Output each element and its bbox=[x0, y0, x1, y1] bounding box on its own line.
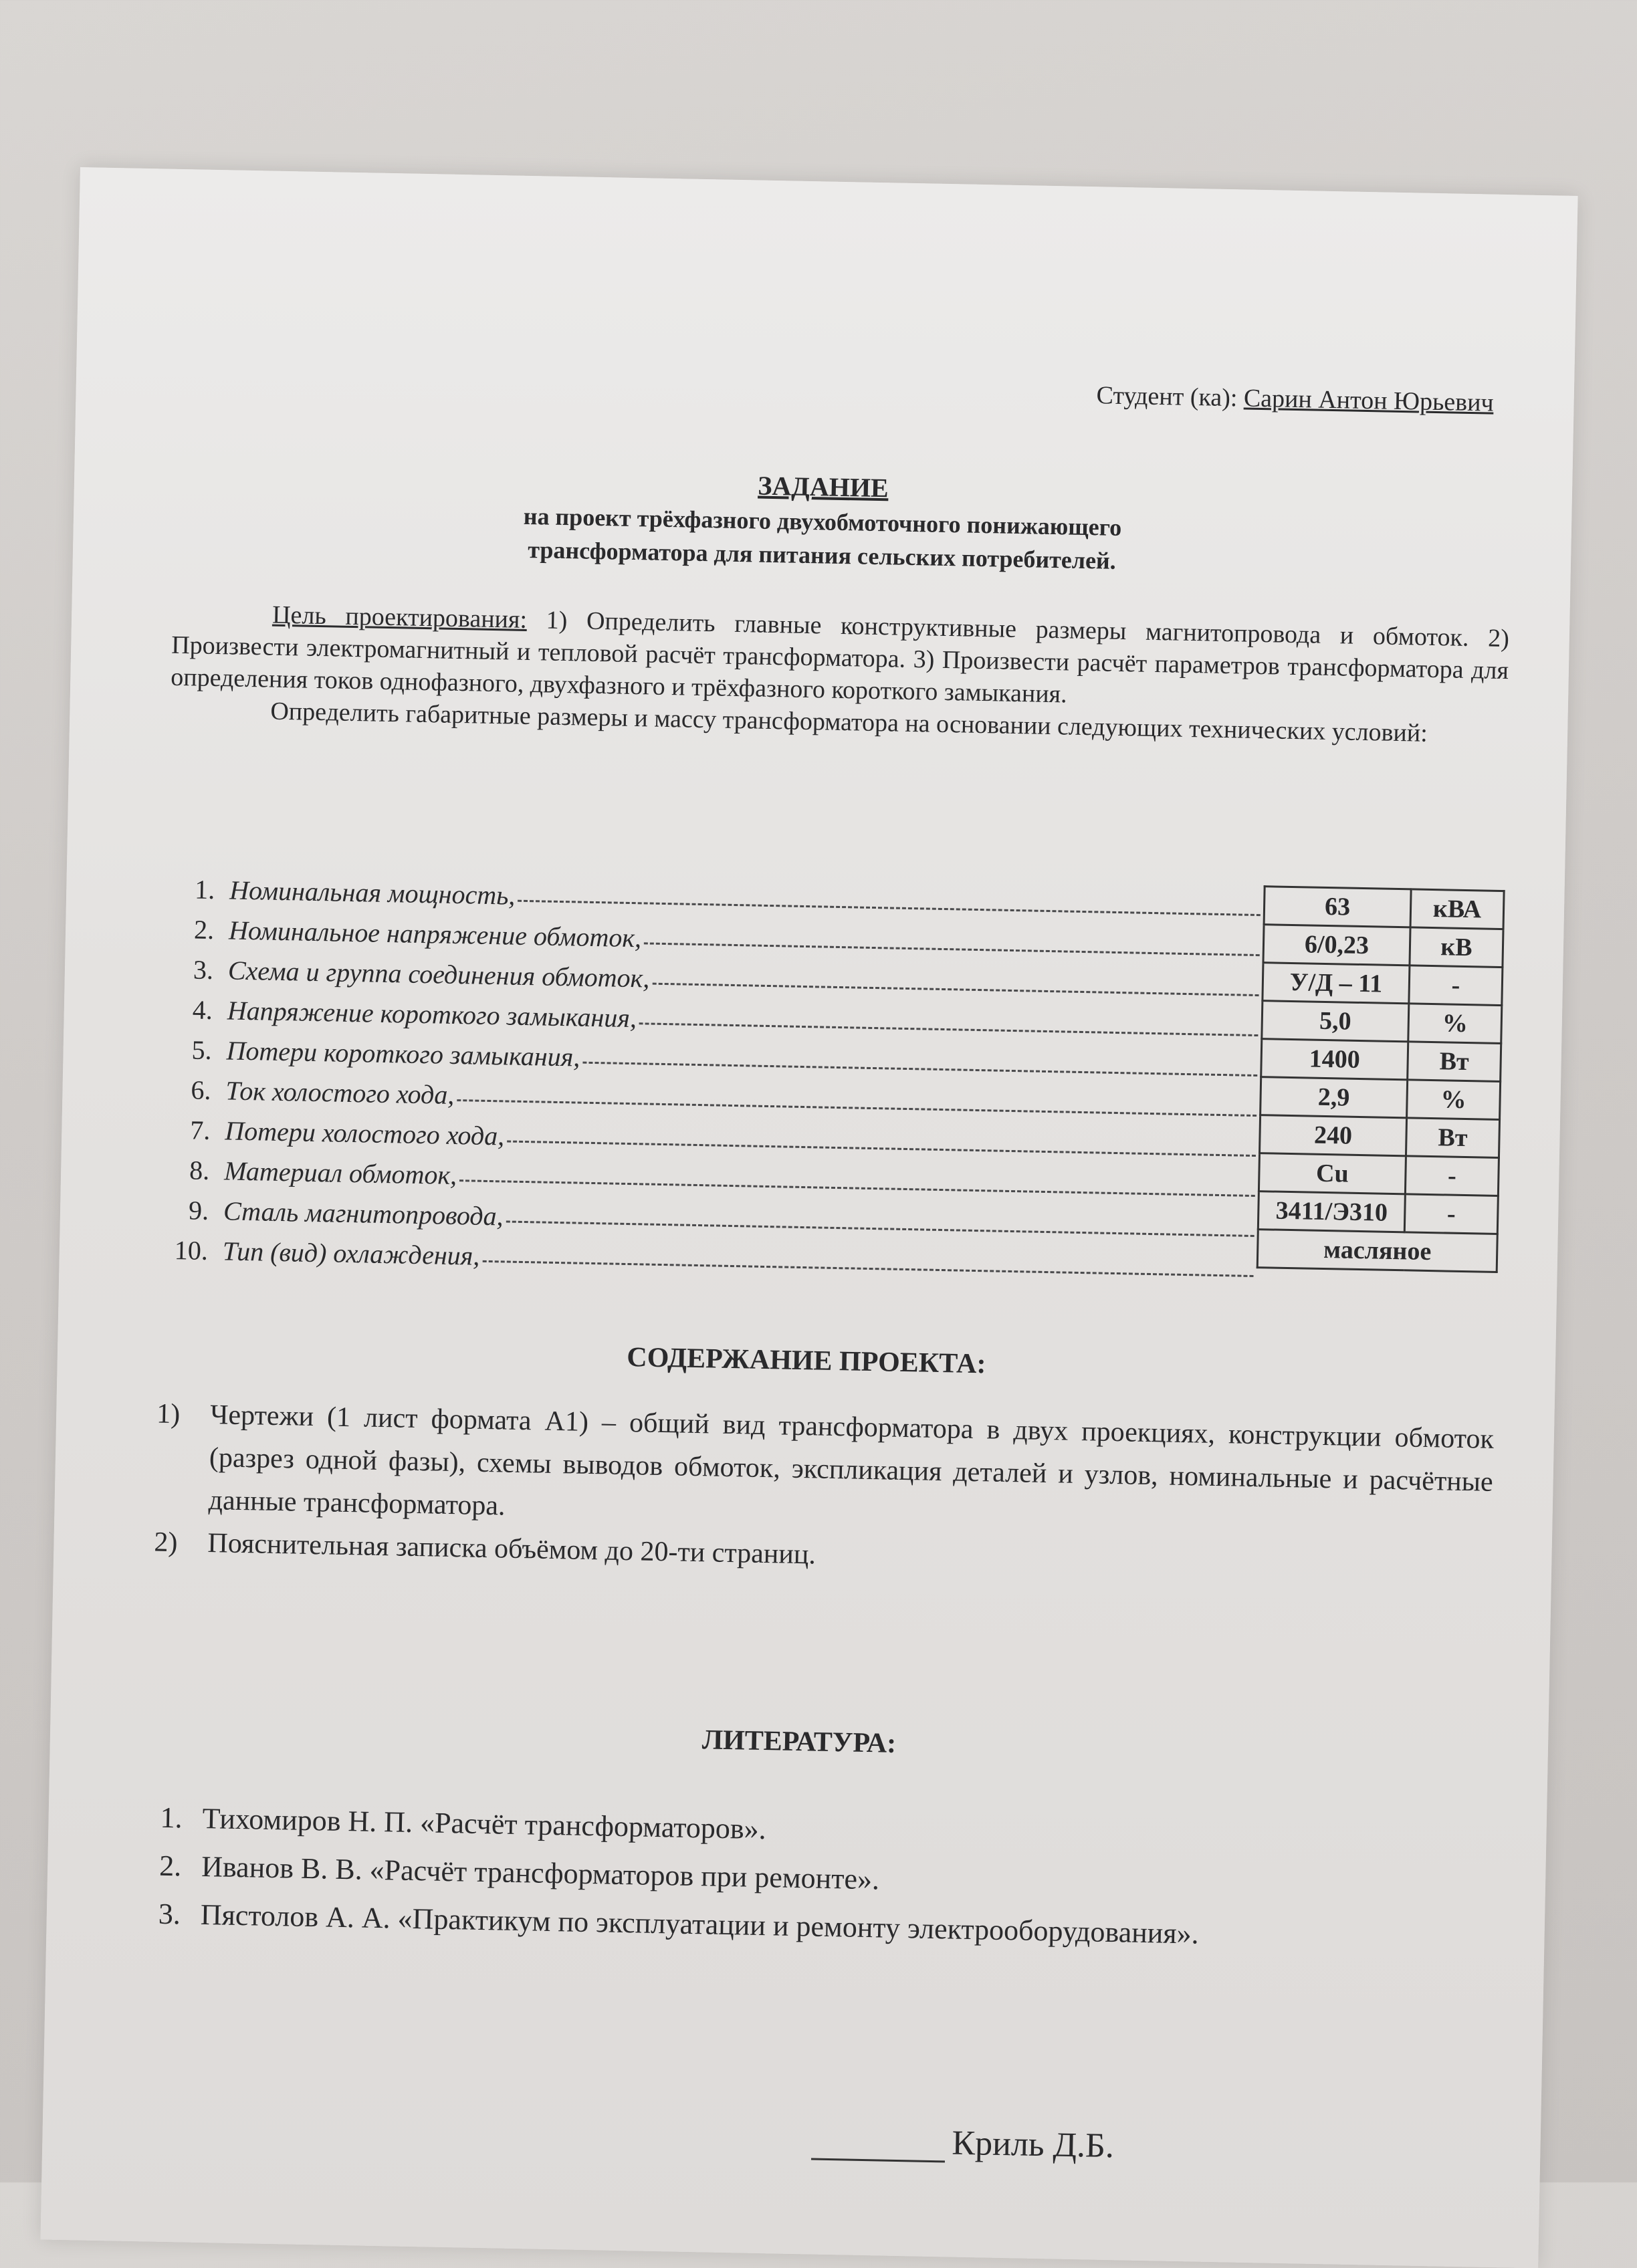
spec-label: Номинальное напряжение обмоток, bbox=[228, 915, 642, 953]
spec-value: У/Д – 11 bbox=[1263, 963, 1410, 1004]
spec-leader bbox=[639, 1022, 1259, 1036]
spec-value: Cu bbox=[1259, 1153, 1406, 1194]
signature-block bbox=[811, 2121, 1115, 2166]
spec-unit: - bbox=[1404, 1194, 1498, 1234]
spec-table-row bbox=[1257, 1230, 1497, 1272]
spec-unit: - bbox=[1409, 966, 1503, 1006]
title-line-2: трансформатора для питания сельских потребителей. bbox=[527, 536, 1117, 574]
spec-list bbox=[159, 865, 1263, 1286]
spec-label: Номинальная мощность, bbox=[229, 875, 516, 911]
spec-unit: % bbox=[1407, 1080, 1501, 1120]
spec-table-row bbox=[1258, 1192, 1498, 1234]
spec-unit: Вт bbox=[1406, 1118, 1499, 1158]
spec-table-row bbox=[1264, 887, 1504, 929]
student-line bbox=[1096, 380, 1494, 417]
spec-label: Потери холостого хода, bbox=[224, 1115, 505, 1151]
spec-table bbox=[1257, 885, 1505, 1273]
contents-list bbox=[154, 1393, 1495, 1589]
document-content bbox=[40, 167, 1577, 2268]
spec-table-row bbox=[1263, 963, 1503, 1006]
contents-item-number: 1) bbox=[156, 1398, 181, 1430]
spec-value: 6/0,23 bbox=[1263, 925, 1410, 966]
conditions-paragraph: Определить габаритные размеры и массу трансформатора на основании следующих технических условий: bbox=[270, 697, 1428, 748]
literature-heading: ЛИТЕРАТУРА: bbox=[701, 1724, 897, 1759]
spec-leader bbox=[482, 1260, 1253, 1277]
spec-label: Сталь магнитопровода, bbox=[223, 1196, 504, 1232]
spec-unit: - bbox=[1405, 1156, 1499, 1196]
literature-item-text: Пястолов А. А. «Практикум по эксплуатации и ремонту электрооборудования». bbox=[200, 1898, 1200, 1950]
spec-unit: Вт bbox=[1408, 1042, 1501, 1082]
spec-label: Ток холостого хода, bbox=[225, 1075, 455, 1110]
student-label: Студент (ка): bbox=[1096, 381, 1238, 413]
literature-item-text: Иванов В. В. «Расчёт трансформаторов при ремонте». bbox=[201, 1849, 880, 1896]
spec-number: 9. bbox=[188, 1195, 209, 1226]
spec-label: Напряжение короткого замыкания, bbox=[227, 995, 637, 1034]
student-name: Сарин Антон Юрьевич bbox=[1243, 384, 1495, 417]
spec-label: Материал обмоток, bbox=[223, 1155, 457, 1191]
contents-item-text: Пояснительная записка объёмом до 20-ти страниц. bbox=[207, 1528, 816, 1571]
literature-list bbox=[120, 1793, 1487, 1964]
title-line-1: на проект трёхфазного двухобмоточного понижающего bbox=[523, 502, 1122, 541]
spec-value: 5,0 bbox=[1262, 1001, 1409, 1042]
spec-number: 2. bbox=[193, 914, 215, 945]
title-block bbox=[73, 455, 1573, 586]
goal-section bbox=[170, 597, 1509, 751]
spec-value: масляное bbox=[1257, 1230, 1497, 1272]
contents-heading: СОДЕРЖАНИЕ ПРОЕКТА: bbox=[626, 1342, 986, 1380]
spec-label: Тип (вид) охлаждения, bbox=[222, 1236, 480, 1271]
spec-value: 2,9 bbox=[1261, 1077, 1408, 1118]
literature-item-number: 3. bbox=[158, 1897, 181, 1931]
spec-unit: % bbox=[1408, 1004, 1502, 1044]
literature-item-number: 1. bbox=[160, 1801, 183, 1835]
spec-value: 1400 bbox=[1261, 1039, 1408, 1080]
contents-item-number: 2) bbox=[154, 1526, 178, 1559]
spec-value: 3411/Э310 bbox=[1258, 1192, 1405, 1232]
spec-table-row bbox=[1261, 1039, 1501, 1082]
document-heading: ЗАДАНИЕ bbox=[757, 470, 889, 503]
spec-table-row bbox=[1263, 925, 1503, 968]
spec-unit: кВА bbox=[1410, 889, 1504, 929]
spec-leader bbox=[644, 942, 1260, 956]
spec-value: 63 bbox=[1264, 887, 1411, 927]
spec-number: 7. bbox=[189, 1115, 211, 1145]
spec-label: Схема и группа соединения обмоток, bbox=[227, 955, 650, 994]
spec-number: 4. bbox=[192, 994, 213, 1026]
spec-number: 6. bbox=[191, 1074, 211, 1106]
spec-number: 8. bbox=[189, 1155, 210, 1185]
spec-table-row bbox=[1259, 1153, 1499, 1196]
paper-sheet bbox=[40, 167, 1577, 2268]
goal-label: Цель проектирования: bbox=[271, 600, 528, 634]
spec-number: 1. bbox=[194, 874, 215, 905]
spec-number: 5. bbox=[191, 1034, 213, 1066]
spec-number: 3. bbox=[193, 954, 214, 986]
spec-table-row bbox=[1260, 1115, 1500, 1158]
literature-item-number: 2. bbox=[158, 1849, 182, 1883]
spec-table-row bbox=[1261, 1077, 1501, 1120]
literature-item-text: Тихомиров Н. П. «Расчёт трансформаторов». bbox=[202, 1801, 767, 1846]
spec-value: 240 bbox=[1260, 1115, 1407, 1156]
spec-label: Потери короткого замыкания, bbox=[226, 1035, 580, 1072]
signature-line bbox=[811, 2158, 945, 2163]
contents-item bbox=[154, 1393, 1494, 1547]
spec-leader bbox=[652, 983, 1259, 996]
spec-unit: кВ bbox=[1410, 927, 1503, 968]
signature-name: Криль Д.Б. bbox=[951, 2124, 1115, 2166]
contents-item-text: Чертежи (1 лист формата А1) – общий вид трансформатора в двух проекциях, конструкции обмоток (разрез одной фазы), схемы выводов обмоток, экспликация деталей и узлов, номинальные и расчётные данные трансформатора. bbox=[208, 1399, 1495, 1522]
goal-text: 1) Определить главные конструктивные размеры магнитопровода и обмоток. 2) Произвести электромагнитный и тепловой расчёт трансформатора. 3) Произвести расчёт параметров трансформатора для определения токов однофазного, двухфазного и трёхфазного короткого замыкания. bbox=[170, 606, 1510, 709]
spec-table-row bbox=[1262, 1001, 1502, 1044]
spec-number: 10. bbox=[174, 1235, 209, 1266]
